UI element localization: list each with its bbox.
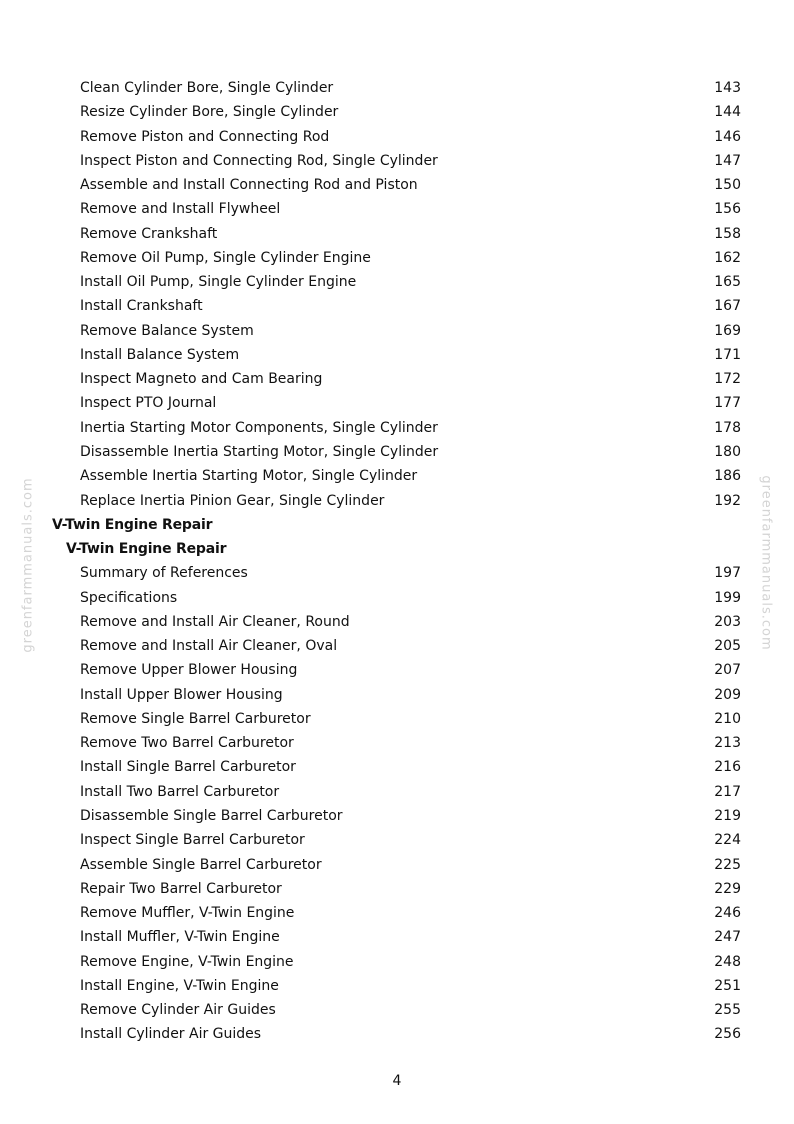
toc-entry-page-number: 156 <box>714 201 741 218</box>
toc-entry-title: Install Oil Pump, Single Cylinder Engine <box>80 274 357 291</box>
page-number: 4 <box>392 1073 402 1089</box>
toc-entry-title: Remove Cylinder Air Guides <box>80 1002 276 1019</box>
toc-entry-page-number: 144 <box>714 104 741 121</box>
toc-entry[interactable] <box>0 76 794 100</box>
toc-entry-page-number: 146 <box>714 128 741 145</box>
toc-entry[interactable] <box>0 853 794 877</box>
toc-entry[interactable] <box>0 173 794 197</box>
toc-entry-title: Inspect Piston and Connecting Rod, Single Cylinder <box>80 152 438 169</box>
toc-entry-title: Inertia Starting Motor Components, Single Cylinder <box>80 419 438 436</box>
toc-entry-page-number: 209 <box>714 686 741 703</box>
toc-entry[interactable] <box>0 489 794 513</box>
toc-entry-page-number: 186 <box>714 468 741 485</box>
toc-entry[interactable] <box>0 731 794 755</box>
toc-entry-title: Inspect PTO Journal <box>80 395 217 412</box>
toc-entry-page-number: 178 <box>714 419 741 436</box>
toc-entry-title: Remove Piston and Connecting Rod <box>80 128 330 145</box>
toc-entry-title: Clean Cylinder Bore, Single Cylinder <box>80 80 334 96</box>
toc-entry[interactable] <box>0 877 794 901</box>
toc-entry-page-number: 225 <box>714 856 741 873</box>
toc-entry[interactable] <box>0 222 794 246</box>
toc-entry[interactable] <box>0 391 794 415</box>
toc-entry-title: Disassemble Single Barrel Carburetor <box>80 807 343 824</box>
toc-entry[interactable] <box>0 707 794 731</box>
toc-entry-title: Install Balance System <box>80 346 240 363</box>
toc-entry[interactable] <box>0 440 794 464</box>
toc-entry[interactable] <box>0 246 794 270</box>
toc-entry-title: Disassemble Inertia Starting Motor, Single Cylinder <box>80 443 439 460</box>
toc-entry-page-number: 197 <box>714 565 741 582</box>
toc-entry[interactable] <box>0 658 794 682</box>
toc-entry-title: Install Engine, V-Twin Engine <box>80 977 279 994</box>
toc-entry-title: Install Two Barrel Carburetor <box>80 783 280 800</box>
toc-entry-title: Install Upper Blower Housing <box>80 686 283 703</box>
toc-entry[interactable] <box>0 901 794 925</box>
toc-entry-title: V-Twin Engine Repair <box>52 516 213 533</box>
toc-entry-title: Remove Engine, V-Twin Engine <box>80 953 294 970</box>
toc-entry-page-number: 172 <box>714 371 741 388</box>
toc-entry-page-number: 205 <box>714 638 741 655</box>
toc-entry-title: Remove and Install Flywheel <box>80 201 281 218</box>
toc-entry-page-number: 162 <box>714 249 741 266</box>
toc-entry-page-number: 256 <box>714 1026 741 1043</box>
toc-entry-page-number: 177 <box>714 395 741 412</box>
toc-entry-title: Remove Single Barrel Carburetor <box>80 710 311 727</box>
toc-entry-page-number: 147 <box>714 152 741 169</box>
toc-entry-title: Remove Balance System <box>80 322 254 339</box>
toc-entry-title: Install Muffler, V-Twin Engine <box>80 929 280 946</box>
toc-entry[interactable] <box>0 634 794 658</box>
toc-entry[interactable] <box>0 925 794 949</box>
toc-entry[interactable] <box>0 780 794 804</box>
toc-entry[interactable] <box>0 416 794 440</box>
toc-entry-page-number: 143 <box>714 80 741 96</box>
toc-entry[interactable] <box>0 270 794 294</box>
toc-entry[interactable] <box>0 755 794 779</box>
toc-entry-page-number: 165 <box>714 274 741 291</box>
toc-heading <box>0 537 794 561</box>
toc-entry[interactable] <box>0 294 794 318</box>
toc-entry[interactable] <box>0 197 794 221</box>
toc-entry-page-number: 207 <box>714 662 741 679</box>
toc-entry-title: Remove Crankshaft <box>80 225 218 242</box>
toc-entry-page-number: 169 <box>714 322 741 339</box>
toc-entry-page-number: 217 <box>714 783 741 800</box>
toc-entry[interactable] <box>0 610 794 634</box>
toc-entry-title: Specifications <box>80 589 178 606</box>
toc-heading <box>0 513 794 537</box>
watermark-right: greenfarmmanuals.com <box>758 475 774 651</box>
toc-entry-page-number: 203 <box>714 613 741 630</box>
toc-entry-title: Remove and Install Air Cleaner, Round <box>80 613 350 630</box>
toc-entry[interactable] <box>0 1022 794 1046</box>
table-of-contents <box>0 76 794 1047</box>
toc-entry[interactable] <box>0 125 794 149</box>
toc-entry-page-number: 171 <box>714 346 741 363</box>
toc-entry-page-number: 192 <box>714 492 741 509</box>
toc-entry[interactable] <box>0 683 794 707</box>
toc-entry-title: Remove Two Barrel Carburetor <box>80 735 294 752</box>
toc-entry[interactable] <box>0 367 794 391</box>
toc-entry-title: V-Twin Engine Repair <box>66 541 227 558</box>
toc-entry-page-number: 219 <box>714 807 741 824</box>
toc-entry-title: Inspect Single Barrel Carburetor <box>80 832 305 849</box>
toc-entry-page-number: 255 <box>714 1002 741 1019</box>
toc-entry-title: Remove and Install Air Cleaner, Oval <box>80 638 338 655</box>
toc-entry-page-number: 224 <box>714 832 741 849</box>
toc-entry[interactable] <box>0 828 794 852</box>
toc-entry-page-number: 199 <box>714 589 741 606</box>
toc-entry-title: Remove Upper Blower Housing <box>80 662 298 679</box>
toc-entry[interactable] <box>0 586 794 610</box>
toc-entry-page-number: 167 <box>714 298 741 315</box>
toc-entry-title: Install Cylinder Air Guides <box>80 1026 262 1043</box>
toc-entry[interactable] <box>0 464 794 488</box>
toc-entry[interactable] <box>0 974 794 998</box>
toc-entry-page-number: 150 <box>714 177 741 194</box>
watermark-left: greenfarmmanuals.com <box>20 477 36 653</box>
toc-entry[interactable] <box>0 561 794 585</box>
toc-entry[interactable] <box>0 998 794 1022</box>
toc-entry-page-number: 251 <box>714 977 741 994</box>
toc-entry-page-number: 229 <box>714 880 741 897</box>
toc-entry[interactable] <box>0 100 794 124</box>
toc-entry-page-number: 248 <box>714 953 741 970</box>
toc-entry-page-number: 210 <box>714 710 741 727</box>
toc-entry[interactable] <box>0 319 794 343</box>
toc-entry[interactable] <box>0 343 794 367</box>
toc-entry-title: Inspect Magneto and Cam Bearing <box>80 371 323 388</box>
toc-entry-title: Replace Inertia Pinion Gear, Single Cylinder <box>80 492 385 509</box>
toc-entry-title: Install Crankshaft <box>80 298 203 315</box>
toc-entry[interactable] <box>0 804 794 828</box>
toc-entry-page-number: 180 <box>714 443 741 460</box>
toc-entry[interactable] <box>0 950 794 974</box>
toc-entry-title: Install Single Barrel Carburetor <box>80 759 296 776</box>
toc-entry-title: Repair Two Barrel Carburetor <box>80 880 282 897</box>
toc-entry-page-number: 158 <box>714 225 741 242</box>
toc-entry-title: Summary of References <box>80 565 248 582</box>
toc-entry-title: Assemble Single Barrel Carburetor <box>80 856 322 873</box>
toc-entry-title: Remove Muffler, V-Twin Engine <box>80 905 295 922</box>
toc-entry[interactable] <box>0 149 794 173</box>
toc-entry-page-number: 213 <box>714 735 741 752</box>
toc-entry-page-number: 247 <box>714 929 741 946</box>
toc-entry-page-number: 246 <box>714 905 741 922</box>
toc-entry-title: Assemble Inertia Starting Motor, Single Cylinder <box>80 468 418 485</box>
toc-entry-title: Resize Cylinder Bore, Single Cylinder <box>80 104 339 121</box>
toc-entry-page-number: 216 <box>714 759 741 776</box>
toc-entry-title: Assemble and Install Connecting Rod and Piston <box>80 177 418 194</box>
toc-entry-title: Remove Oil Pump, Single Cylinder Engine <box>80 249 371 266</box>
